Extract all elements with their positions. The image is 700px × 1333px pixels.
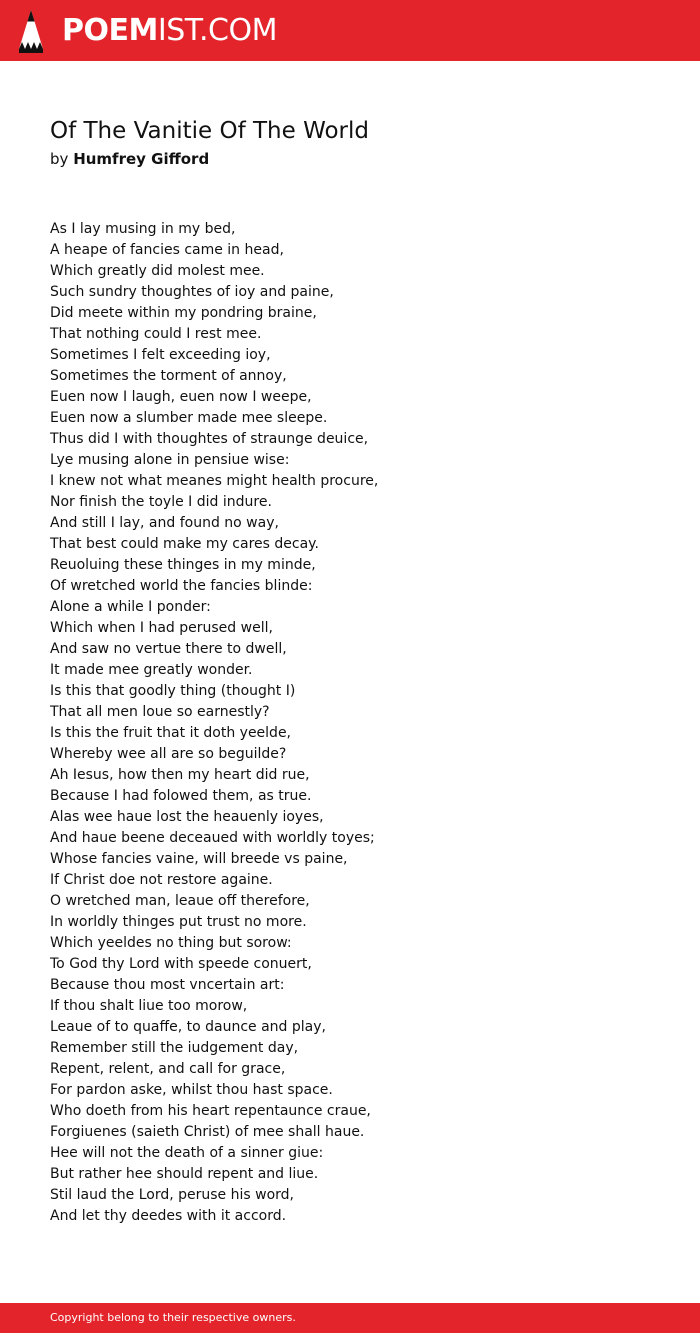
poem-line: Alas wee haue lost the heauenly ioyes, — [50, 809, 324, 825]
poem-line: That nothing could I rest mee. — [50, 326, 262, 342]
poem-title: Of The Vanitie Of The World — [50, 118, 369, 144]
poem-line: That best could make my cares decay. — [50, 536, 319, 552]
poem-byline — [50, 149, 209, 169]
poem-line: It made mee greatly wonder. — [50, 662, 253, 678]
poem-author[interactable]: Humfrey Gifford — [73, 150, 210, 168]
poem-body — [50, 219, 650, 1227]
site-header — [0, 0, 700, 61]
poem-line: Whereby wee all are so beguilde? — [50, 746, 287, 762]
poem-line: Whose fancies vaine, will breede vs paine, — [50, 851, 348, 867]
poem-line: Ah Iesus, how then my heart did rue, — [50, 767, 310, 783]
poem-line: Is this the fruit that it doth yeelde, — [50, 725, 292, 741]
poem-line: Who doeth from his heart repentaunce craue, — [50, 1103, 371, 1119]
poem-line: Repent, relent, and call for grace, — [50, 1061, 286, 1077]
poem-line: To God thy Lord with speede conuert, — [50, 956, 312, 972]
poem-line: Forgiuenes (saieth Christ) of mee shall haue. — [50, 1124, 365, 1140]
poem-line: And saw no vertue there to dwell, — [50, 641, 287, 657]
poem-line: Nor finish the toyle I did indure. — [50, 494, 272, 510]
by-label: by — [50, 150, 69, 168]
poem-line: Sometimes I felt exceeding ioy, — [50, 347, 271, 363]
poem-line: Is this that goodly thing (thought I) — [50, 683, 296, 699]
logo-bold-part: POEM — [62, 13, 158, 48]
poem-line: For pardon aske, whilst thou hast space. — [50, 1082, 333, 1098]
poem-line: O wretched man, leaue off therefore, — [50, 893, 310, 909]
poem-line: Sometimes the torment of annoy, — [50, 368, 287, 384]
poem-line: Reuoluing these thinges in my minde, — [50, 557, 316, 573]
poem-line: I knew not what meanes might health procure, — [50, 473, 379, 489]
poem-line: And haue beene deceaued with worldly toyes; — [50, 830, 375, 846]
pencil-tip-icon — [18, 9, 44, 53]
poem-line: Leaue of to quaffe, to daunce and play, — [50, 1019, 326, 1035]
poem-line: Did meete within my pondring braine, — [50, 305, 317, 321]
poem-line: Because I had folowed them, as true. — [50, 788, 312, 804]
poem-line: If thou shalt liue too morow, — [50, 998, 248, 1014]
poem-line: If Christ doe not restore againe. — [50, 872, 273, 888]
site-footer — [0, 1303, 700, 1333]
poem-line: Because thou most vncertain art: — [50, 977, 285, 993]
copyright-notice: Copyright belong to their respective owners. — [50, 1311, 296, 1324]
poem-line: Thus did I with thoughtes of straunge deuice, — [50, 431, 369, 447]
poem-line: Lye musing alone in pensiue wise: — [50, 452, 290, 468]
poem-line: Of wretched world the fancies blinde: — [50, 578, 313, 594]
poem-line: A heape of fancies came in head, — [50, 242, 284, 258]
poem-line: Which greatly did molest mee. — [50, 263, 265, 279]
poem-line: Remember still the iudgement day, — [50, 1040, 299, 1056]
logo-light-part: IST.COM — [157, 13, 277, 48]
poem-line: Such sundry thoughtes of ioy and paine, — [50, 284, 334, 300]
poem-line: Euen now a slumber made mee sleepe. — [50, 410, 328, 426]
poem-line: Euen now I laugh, euen now I weepe, — [50, 389, 312, 405]
poem-line: As I lay musing in my bed, — [50, 221, 236, 237]
poem-line: And let thy deedes with it accord. — [50, 1208, 287, 1224]
poem-line: Alone a while I ponder: — [50, 599, 211, 615]
poem-line: And still I lay, and found no way, — [50, 515, 279, 531]
poem-line: Hee will not the death of a sinner giue: — [50, 1145, 324, 1161]
poem-line: Stil laud the Lord, peruse his word, — [50, 1187, 294, 1203]
poem-line: But rather hee should repent and liue. — [50, 1166, 319, 1182]
poem-line: Which yeeldes no thing but sorow: — [50, 935, 292, 951]
site-logo-text — [62, 13, 277, 49]
poem-line: Which when I had perused well, — [50, 620, 273, 636]
poem-line: In worldly thinges put trust no more. — [50, 914, 307, 930]
poem-line: That all men loue so earnestly? — [50, 704, 270, 720]
